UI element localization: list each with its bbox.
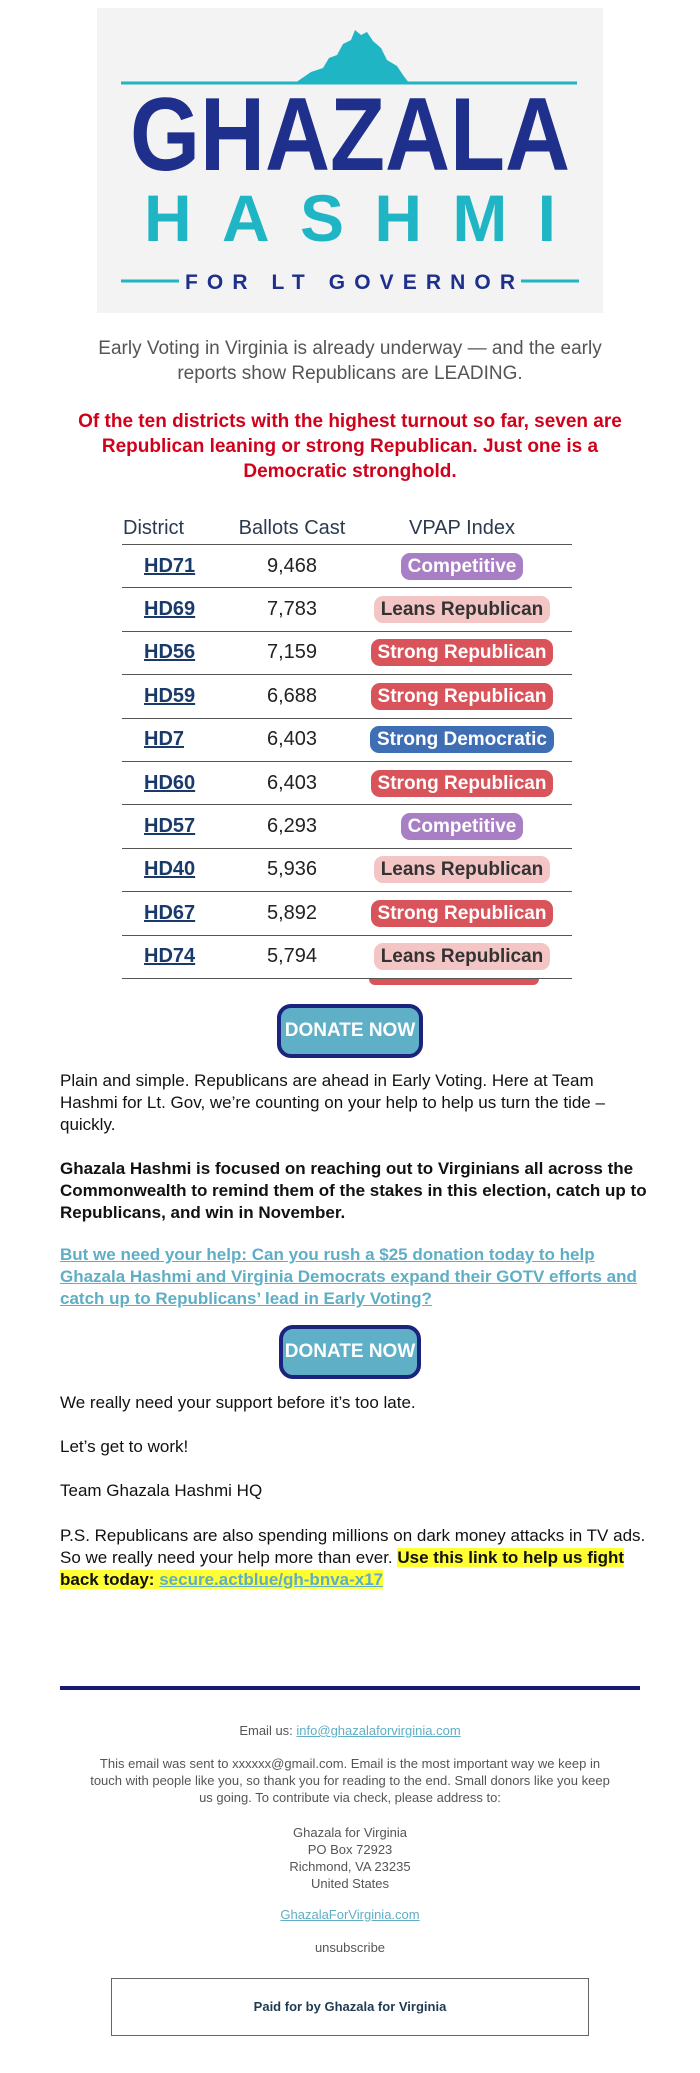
vpap-badge: Strong Democratic [370, 726, 554, 753]
vpap-badge: Leans Republican [374, 943, 551, 970]
vpap-badge: Competitive [401, 813, 524, 840]
vpap-badge: Leans Republican [374, 856, 551, 883]
donate-button[interactable]: DONATE NOW [277, 1004, 423, 1058]
paid-for-disclaimer: Paid for by Ghazala for Virginia [111, 1978, 589, 2036]
ballots-cast: 5,794 [266, 945, 318, 968]
district-link[interactable]: HD67 [144, 901, 196, 924]
header-ballots: Ballots Cast [238, 517, 346, 539]
intro-text: Early Voting in Virginia is already underway — and the early reports show Republicans are LEADING. [98, 338, 602, 384]
turnout-table [122, 513, 572, 988]
turnout-alert: Of the ten districts with the highest turnout so far, seven are Republican leaning or strong Republican. Just one is a Democratic stronghold. [78, 411, 622, 482]
footer-divider [60, 1686, 640, 1690]
donation-ask-link[interactable]: But we need your help: Can you rush a $25 donation today to help Ghazala Hashmi and Virginia Democrats expand their GOTV efforts and catch up to Republicans’ lead in Early Voting? [60, 1245, 637, 1308]
table-row [122, 805, 572, 848]
postscript-highlight-text: Use this link to help us fight back today: [60, 1548, 625, 1589]
table-row [122, 588, 572, 631]
table-row [122, 632, 572, 675]
header-district: District [123, 517, 185, 539]
donate-button[interactable]: DONATE NOW [279, 1325, 421, 1379]
logo-graphic [97, 8, 603, 313]
district-link[interactable]: HD56 [144, 641, 196, 664]
table-header [122, 513, 572, 545]
district-link[interactable]: HD57 [144, 815, 196, 838]
header-vpap-index: VPAP Index [409, 517, 515, 539]
address-line: United States [310, 1876, 390, 1891]
district-link[interactable]: HD7 [144, 728, 185, 751]
unsubscribe-link[interactable]: unsubscribe [314, 1940, 386, 1955]
signature: Team Ghazala Hashmi HQ [60, 1481, 263, 1500]
mailing-address [90, 1824, 610, 1892]
logo-first-name: GHAZALA [130, 77, 570, 193]
table-row [122, 849, 572, 892]
actblue-link[interactable]: secure.actblue/gh-bnva-x17 [159, 1570, 384, 1589]
ballots-cast: 6,293 [266, 815, 318, 838]
table-row [122, 545, 572, 588]
table-row [122, 675, 572, 718]
ballots-cast: 7,159 [266, 641, 318, 664]
vpap-badge: Strong Republican [371, 900, 554, 927]
address-line: PO Box 72923 [307, 1842, 393, 1857]
ballots-cast: 6,403 [266, 771, 318, 794]
email-label: Email us: [239, 1723, 293, 1738]
district-link[interactable]: HD40 [144, 858, 196, 881]
postscript-text: P.S. Republicans are also spending millions on dark money attacks in TV ads. So we really need your help more than ever. [60, 1526, 646, 1567]
address-line: Ghazala for Virginia [293, 1825, 407, 1840]
vpap-badge: Strong Republican [371, 639, 554, 666]
email-link[interactable]: info@ghazalaforvirginia.com [296, 1723, 461, 1738]
district-link[interactable]: HD74 [144, 945, 196, 968]
footer-email [90, 1722, 610, 1739]
ballots-cast: 6,688 [266, 684, 318, 707]
district-link[interactable]: HD59 [144, 684, 196, 707]
website-link[interactable]: GhazalaForVirginia.com [280, 1907, 420, 1922]
district-link[interactable]: HD60 [144, 771, 196, 794]
ballots-cast: 6,403 [266, 728, 318, 751]
logo-tagline: FOR LT GOVERNOR [185, 271, 515, 294]
body-paragraph-5: Let’s get to work! [60, 1437, 189, 1456]
table-row [122, 936, 572, 979]
body-paragraph-4: We really need your support before it’s too late. [60, 1393, 416, 1412]
virginia-state-icon [295, 30, 409, 83]
table-row [122, 892, 572, 935]
address-line: Richmond, VA 23235 [289, 1859, 411, 1874]
table-row [122, 762, 572, 805]
vpap-badge: Leans Republican [374, 596, 551, 623]
ballots-cast: 9,468 [266, 554, 318, 577]
district-link[interactable]: HD69 [144, 598, 196, 621]
campaign-logo [97, 8, 603, 313]
ballots-cast: 7,783 [266, 598, 318, 621]
table-row-cutoff [122, 979, 572, 988]
vpap-badge-cutoff [369, 979, 539, 985]
district-link[interactable]: HD71 [144, 554, 196, 577]
logo-last-name: HASHMI [144, 181, 556, 255]
postscript [60, 1525, 650, 1591]
footer-notice: This email was sent to xxxxxx@gmail.com. Email is the most important way we keep in touch with people like you, so thank you for reading to the end. Small donors like you keep us going. To contribute via check, please address to: [90, 1756, 610, 1805]
ballots-cast: 5,892 [266, 901, 318, 924]
body-paragraph-1: Plain and simple. Republicans are ahead in Early Voting. Here at Team Hashmi for Lt. Gov, we’re counting on your help to help us turn the tide – quickly. [60, 1071, 605, 1134]
vpap-badge: Competitive [401, 553, 524, 580]
body-paragraph-2: Ghazala Hashmi is focused on reaching out to Virginians all across the Commonwealth to remind them of the stakes in this election, catch up to Republicans, and win in November. [60, 1159, 647, 1222]
table-row [122, 719, 572, 762]
vpap-badge: Strong Republican [371, 683, 554, 710]
vpap-badge: Strong Republican [371, 770, 554, 797]
ballots-cast: 5,936 [266, 858, 318, 881]
